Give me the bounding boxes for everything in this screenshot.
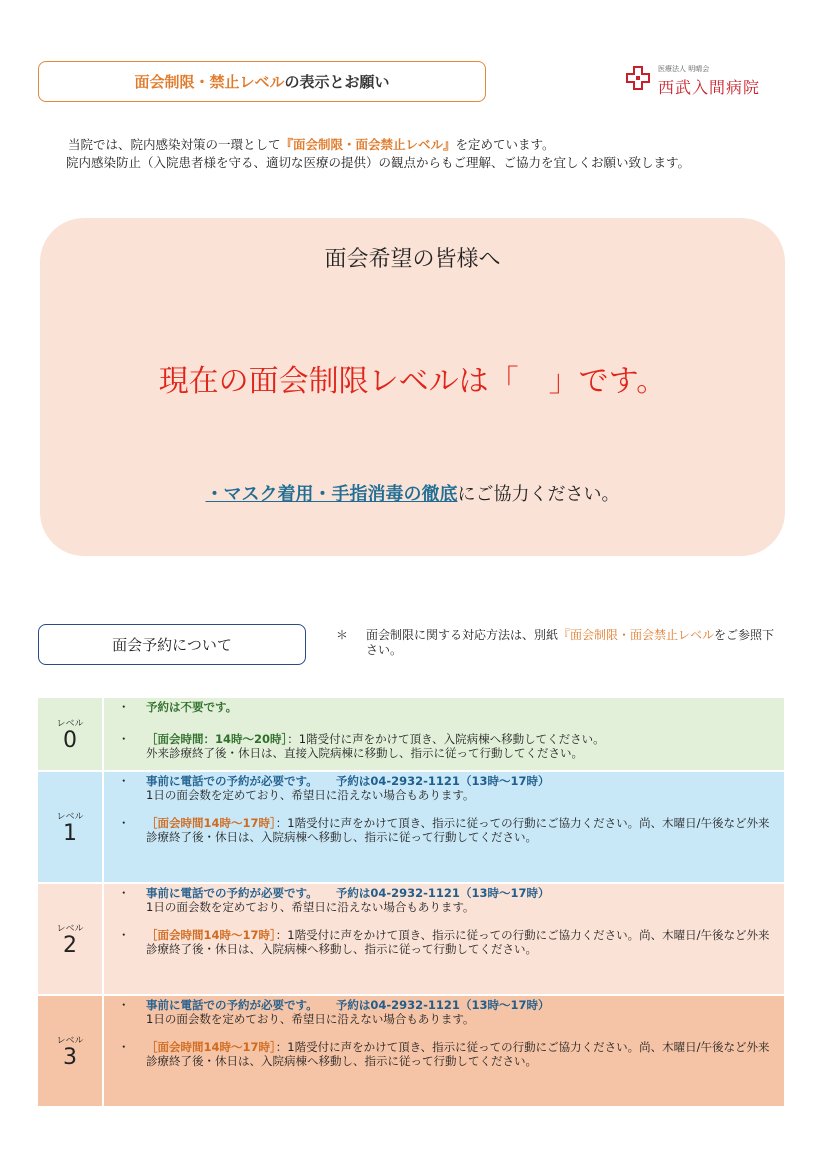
notice-panel: [40, 218, 785, 556]
level-label-small: レベル: [56, 718, 84, 729]
level-row-3: [38, 996, 784, 1108]
page-title: [38, 61, 486, 102]
visit-time-text2: 外来診療終了後・休日は、直接入院病棟に移動し、指示に従って行動してください。: [146, 746, 583, 760]
cross-icon: [626, 66, 650, 90]
reservation-heading: 面会予約について: [38, 624, 306, 665]
list-item: [118, 1040, 774, 1068]
level-number: 2: [63, 932, 77, 958]
level-row-1: [38, 772, 784, 884]
bullet: ・: [118, 732, 130, 746]
mask-suffix: にご協力ください。: [457, 484, 620, 505]
current-level-text: 現在の面会制限レベルは「 」です。: [158, 364, 667, 399]
level-label-2: [38, 884, 104, 994]
reservation-note: [336, 628, 776, 658]
list-item: [118, 998, 774, 1026]
bullet: ・: [118, 1040, 130, 1054]
no-reserve-text: 予約は不要です。: [146, 700, 238, 714]
note-asterisk: ＊: [336, 628, 349, 642]
reserve-required: 事前に電話での予約が必要です。: [146, 774, 318, 788]
visit-time-text: ：1階受付に声をかけて頂き、指示に従っての行動にご協力ください。尚、木曜日/午後など外来診療終了後・休日は、入院病棟へ移動し、指示に従って行動してください。: [146, 1040, 770, 1068]
visit-time-text: ：1階受付に声をかけて頂き、指示に従っての行動にご協力ください。尚、木曜日/午後など外来診療終了後・休日は、入院病棟へ移動し、指示に従って行動してください。: [146, 928, 770, 956]
bullet: ・: [118, 928, 130, 942]
reserve-required: 事前に電話での予約が必要です。: [146, 886, 318, 900]
levels-table: [38, 698, 784, 1108]
reserve-required: 事前に電話での予約が必要です。: [146, 998, 318, 1012]
list-item: [118, 774, 774, 802]
level-label-0: [38, 698, 104, 770]
level-body-1: [104, 772, 784, 882]
level-row-0: [38, 698, 784, 772]
level-row-2: [38, 884, 784, 996]
visit-time-text: ：1階受付に声をかけて頂き、入院病棟へ移動してください。: [287, 732, 605, 746]
list-item: [118, 886, 774, 914]
level-label-small: レベル: [56, 811, 84, 822]
level-label-small: レベル: [56, 923, 84, 934]
level-label-1: [38, 772, 104, 882]
reserve-phone: 予約は04-2932-1121（13時～17時）: [335, 998, 550, 1012]
bullet: ・: [118, 816, 130, 830]
visit-time-tag: ［面会時間14時～17時］: [146, 928, 276, 942]
intro-line1-post: を定めています。: [455, 137, 555, 152]
level-body-3: [104, 996, 784, 1106]
level-number: 1: [63, 820, 77, 846]
reserve-phone: 予約は04-2932-1121（13時～17時）: [335, 774, 550, 788]
note-post: をご参照下さい。: [366, 628, 775, 657]
list-item: [118, 700, 774, 714]
hospital-corp-name: 医療法人 明晴会: [658, 65, 710, 73]
visit-time-tag: ［面会時間：14時～20時］: [146, 732, 288, 746]
level-label-small: レベル: [56, 1035, 84, 1046]
level-body-2: [104, 884, 784, 994]
bullet: ・: [118, 700, 130, 714]
reserve-limit: 1日の面会数を定めており、希望日に沿えない場合もあります。: [146, 900, 475, 914]
hospital-name: 西武入間病院: [658, 78, 761, 97]
visit-time-tag: ［面会時間14時～17時］: [146, 816, 276, 830]
list-item: [118, 732, 774, 760]
intro-line1-highlight: 『面会制限・面会禁止レベル』: [280, 137, 456, 152]
visit-time-tag: ［面会時間14時～17時］: [146, 1040, 276, 1054]
reserve-phone: 予約は04-2932-1121（13時～17時）: [335, 886, 550, 900]
intro-line1-pre: 当院では、院内感染対策の一環として: [68, 137, 281, 152]
bullet: ・: [118, 774, 130, 788]
reserve-limit: 1日の面会数を定めており、希望日に沿えない場合もあります。: [146, 788, 475, 802]
level-label-3: [38, 996, 104, 1106]
intro-text: [40, 136, 780, 172]
page-title-accent: 面会制限・禁止レベル: [134, 73, 285, 91]
mask-prefix: ・: [205, 484, 224, 505]
notice-greeting: 面会希望の皆様へ: [324, 247, 501, 272]
hospital-logo: [626, 62, 786, 98]
level-number: 0: [63, 727, 77, 753]
intro-line2: 院内感染防止（入院患者様を守る、適切な医療の提供）の観点からもご理解、ご協力を宜しくお願い致します。: [66, 155, 691, 170]
bullet: ・: [118, 998, 130, 1012]
visit-time-text: ：1階受付に声をかけて頂き、指示に従っての行動にご協力ください。尚、木曜日/午後など外来診療終了後・休日は、入院病棟へ移動し、指示に従って行動してください。: [146, 816, 770, 844]
bullet: ・: [118, 886, 130, 900]
note-pre: 面会制限に関する対応方法は、別紙: [366, 628, 559, 642]
list-item: [118, 816, 774, 844]
level-number: 3: [63, 1044, 77, 1070]
level-body-0: [104, 698, 784, 770]
page-title-rest: の表示とお願い: [284, 73, 390, 91]
list-item: [118, 928, 774, 956]
mask-request: [40, 480, 785, 506]
reserve-limit: 1日の面会数を定めており、希望日に沿えない場合もあります。: [146, 1012, 475, 1026]
mask-link: マスク着用・手指消毒の徹底: [223, 484, 458, 505]
note-highlight: 『面会制限・面会禁止レベル: [558, 628, 715, 642]
